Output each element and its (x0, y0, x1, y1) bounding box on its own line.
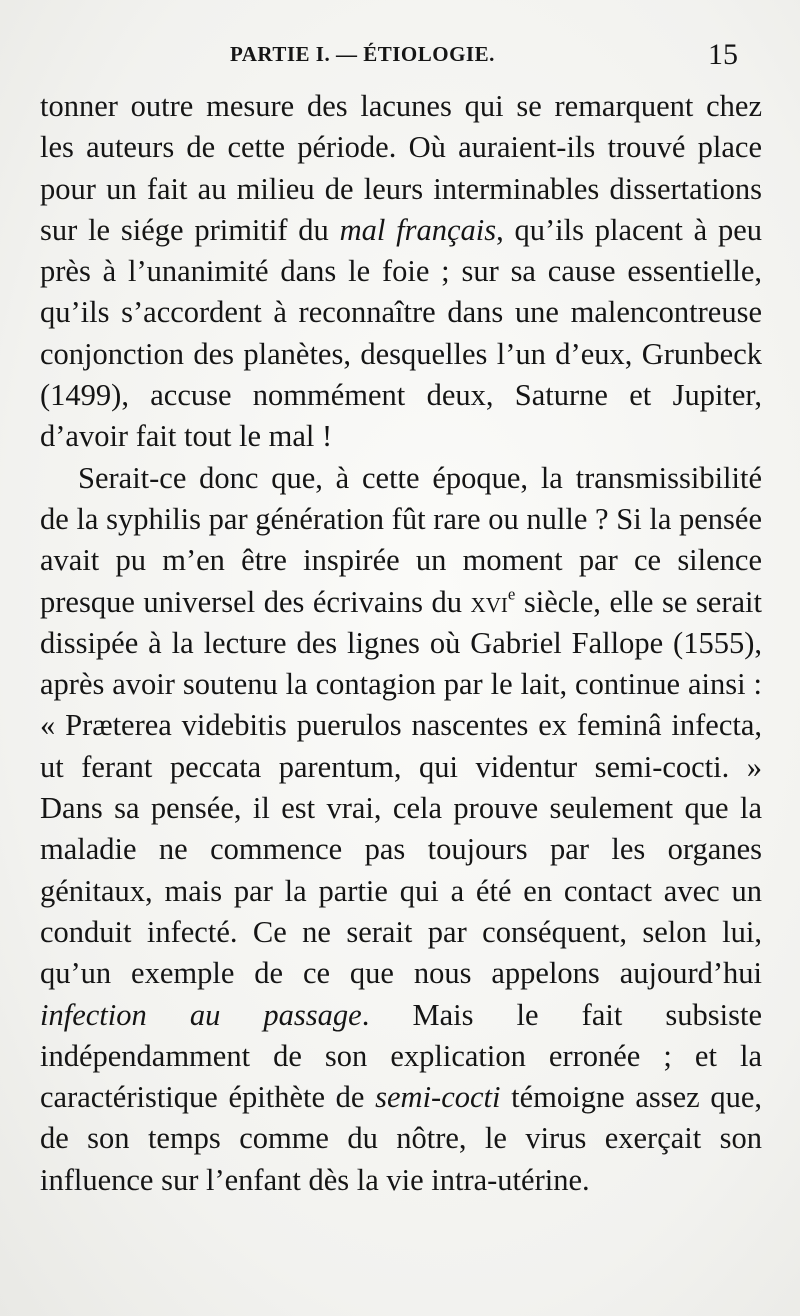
paragraph-2-text-2: siècle, elle se serait dissipée à la lecture des lignes où Gabriel Fallope (1555), après avoir soutenu la contagion par le lait, continue ainsi : « Præterea videbitis puerulos nascentes ex feminâ infecta, ut ferant peccata parentum, qui videntur semi-cocti. » Dans sa pensée, il est vrai, cela prouve seulement que la maladie ne commence pas toujours par les organes génitaux, mais par la partie qui a été en contact avec un conduit infecté. Ce ne serait par conséquent, selon lui, qu’un exemple de ce que nous appelons aujourd’hui (40, 584, 762, 991)
paragraph-1-text-1: tonner outre mesure des lacunes qui se remarquent chez les auteurs de cette période. Où auraient-ils trouvé place pour un fait au milieu de leurs interminables dissertations sur le siége primitif du (40, 89, 762, 247)
paragraph-1 (40, 86, 762, 458)
century-numeral: xvi (470, 584, 508, 619)
page-header (0, 38, 800, 78)
century-superscript: e (507, 583, 516, 603)
paragraph-2-text-4: témoigne assez que, de son temps comme du nôtre, le virus exerçait son influence sur l’enfant dès la vie intra-utérine. (40, 1080, 763, 1197)
paragraph-2-italic-infection: infection au passage (40, 997, 362, 1032)
page-number: 15 (708, 38, 738, 71)
paragraph-2-text-3: . Mais le fait subsiste indépendamment de son explication erronée ; et la caractéristique épithète de (40, 997, 763, 1115)
body-text (40, 86, 762, 1201)
paragraph-1-text-2: , qu’ils placent à peu près à l’unanimité dans le foie ; sur sa cause essentielle, qu’ils s’accordent à reconnaître dans une malencontreuse conjonction des planètes, desquelles l’un d’eux, Grunbeck (1499), accuse nommément deux, Saturne et Jupiter, d’avoir fait tout le mal ! (40, 212, 762, 454)
running-head: PARTIE I. — ÉTIOLOGIE. (230, 42, 495, 66)
paragraph-2-italic-semi-cocti: semi-cocti (375, 1080, 501, 1115)
paragraph-2-text-1: Serait-ce donc que, à cette époque, la transmissibilité de la syphilis par génération fût rare ou nulle ? Si la pensée avait pu m’en être inspirée un moment par ce silence presque universel des écrivains du (40, 460, 762, 619)
paragraph-1-italic-mal-francais: mal français (339, 212, 497, 247)
paragraph-2 (40, 458, 762, 1201)
